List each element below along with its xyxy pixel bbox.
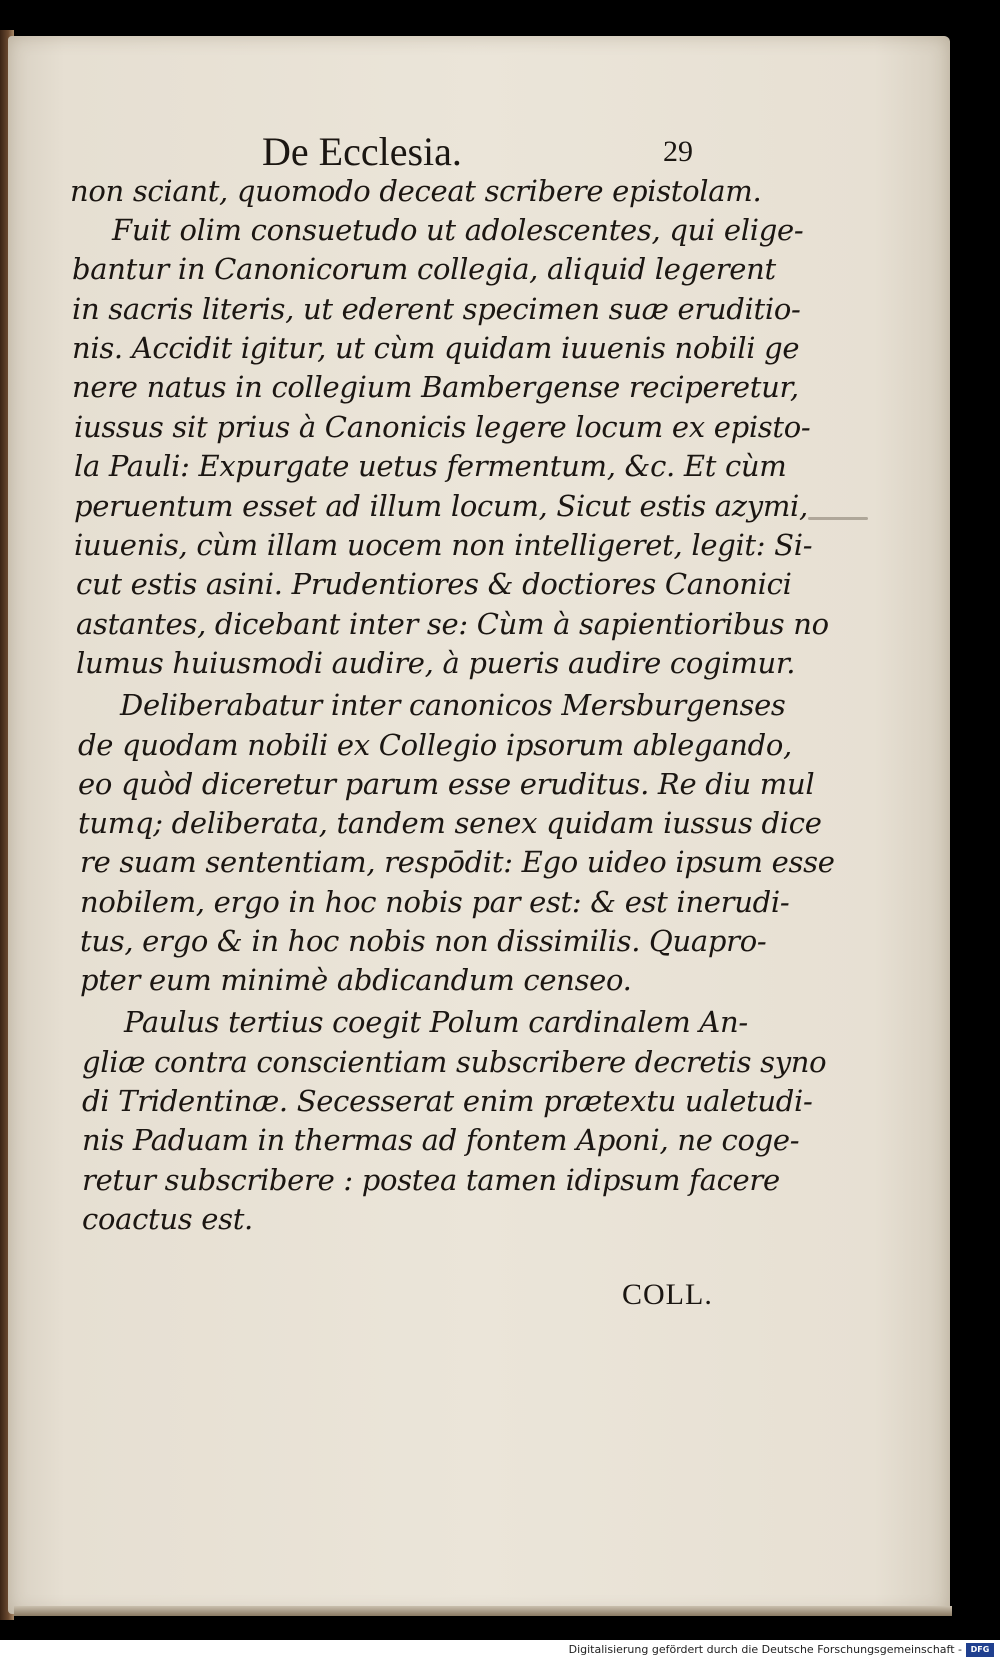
text-line: iussus sit prius à Canonicis legere locum ex episto- xyxy=(74,410,811,444)
text-line: non sciant, quomodo deceat scribere epistolam. xyxy=(70,174,762,208)
page-bottom-edge xyxy=(14,1606,952,1616)
text-line: bantur in Canonicorum collegia, aliquid legerent xyxy=(72,252,776,286)
text-line: nis Paduam in thermas ad fontem Aponi, ne coge- xyxy=(82,1123,800,1157)
page-number: 29 xyxy=(663,135,693,168)
text-line: di Tridentinæ. Secesserat enim prætextu ualetudi- xyxy=(82,1084,813,1118)
text-line: la Pauli: Expurgate uetus fermentum, &c. Et cùm xyxy=(74,449,787,483)
text-line: coactus est. xyxy=(82,1202,253,1236)
text-line: gliæ contra conscientiam subscribere decretis syno xyxy=(82,1045,827,1079)
text-line: lumus huiusmodi audire, à pueris audire cogimur. xyxy=(76,646,796,680)
running-head: De Ecclesia. xyxy=(262,129,462,174)
text-line: de quodam nobili ex Collegio ipsorum ablegando, xyxy=(78,728,792,762)
text-line: Paulus tertius coegit Polum cardinalem An- xyxy=(124,1005,748,1039)
text-line: tus, ergo & in hoc nobis non dissimilis. Quapro- xyxy=(80,924,767,958)
text-line: nere natus in collegium Bambergense reciperetur, xyxy=(72,370,799,404)
text-line: nis. Accidit igitur, ut cùm quidam iuuenis nobili ge xyxy=(72,331,800,365)
catchword: COLL. xyxy=(622,1278,713,1311)
text-line: retur subscribere : postea tamen idipsum facere xyxy=(82,1163,780,1197)
text-line: peruentum esset ad illum locum, Sicut estis azymi, xyxy=(74,489,808,523)
footer-credit: Digitalisierung gefördert durch die Deutsche Forschungsgemeinschaft - xyxy=(568,1643,962,1656)
text-line: cut estis asini. Prudentiores & doctiores Canonici xyxy=(76,567,792,601)
text-line: Fuit olim consuetudo ut adolescentes, qui elige- xyxy=(112,213,804,247)
dfg-logo-icon: DFG xyxy=(966,1643,994,1657)
text-line: eo quòd diceretur parum esse eruditus. Re diu mul xyxy=(78,767,815,801)
text-line: astantes, dicebant inter se: Cùm à sapientioribus no xyxy=(76,607,829,641)
text-line: iuuenis, cùm illam uocem non intelligeret, legit: Si- xyxy=(74,528,813,562)
text-line: nobilem, ergo in hoc nobis par est: & est inerudi- xyxy=(80,885,790,919)
text-line: in sacris literis, ut ederent specimen suæ eruditio- xyxy=(72,292,801,326)
text-line: re suam sententiam, respōdit: Ego uideo ipsum esse xyxy=(80,845,835,879)
text-line: tumq; deliberata, tandem senex quidam iussus dice xyxy=(78,806,822,840)
text-line: pter eum minimè abdicandum censeo. xyxy=(80,963,632,997)
text-line: Deliberabatur inter canonicos Mersburgenses xyxy=(120,688,786,722)
page-smudge xyxy=(808,517,868,520)
